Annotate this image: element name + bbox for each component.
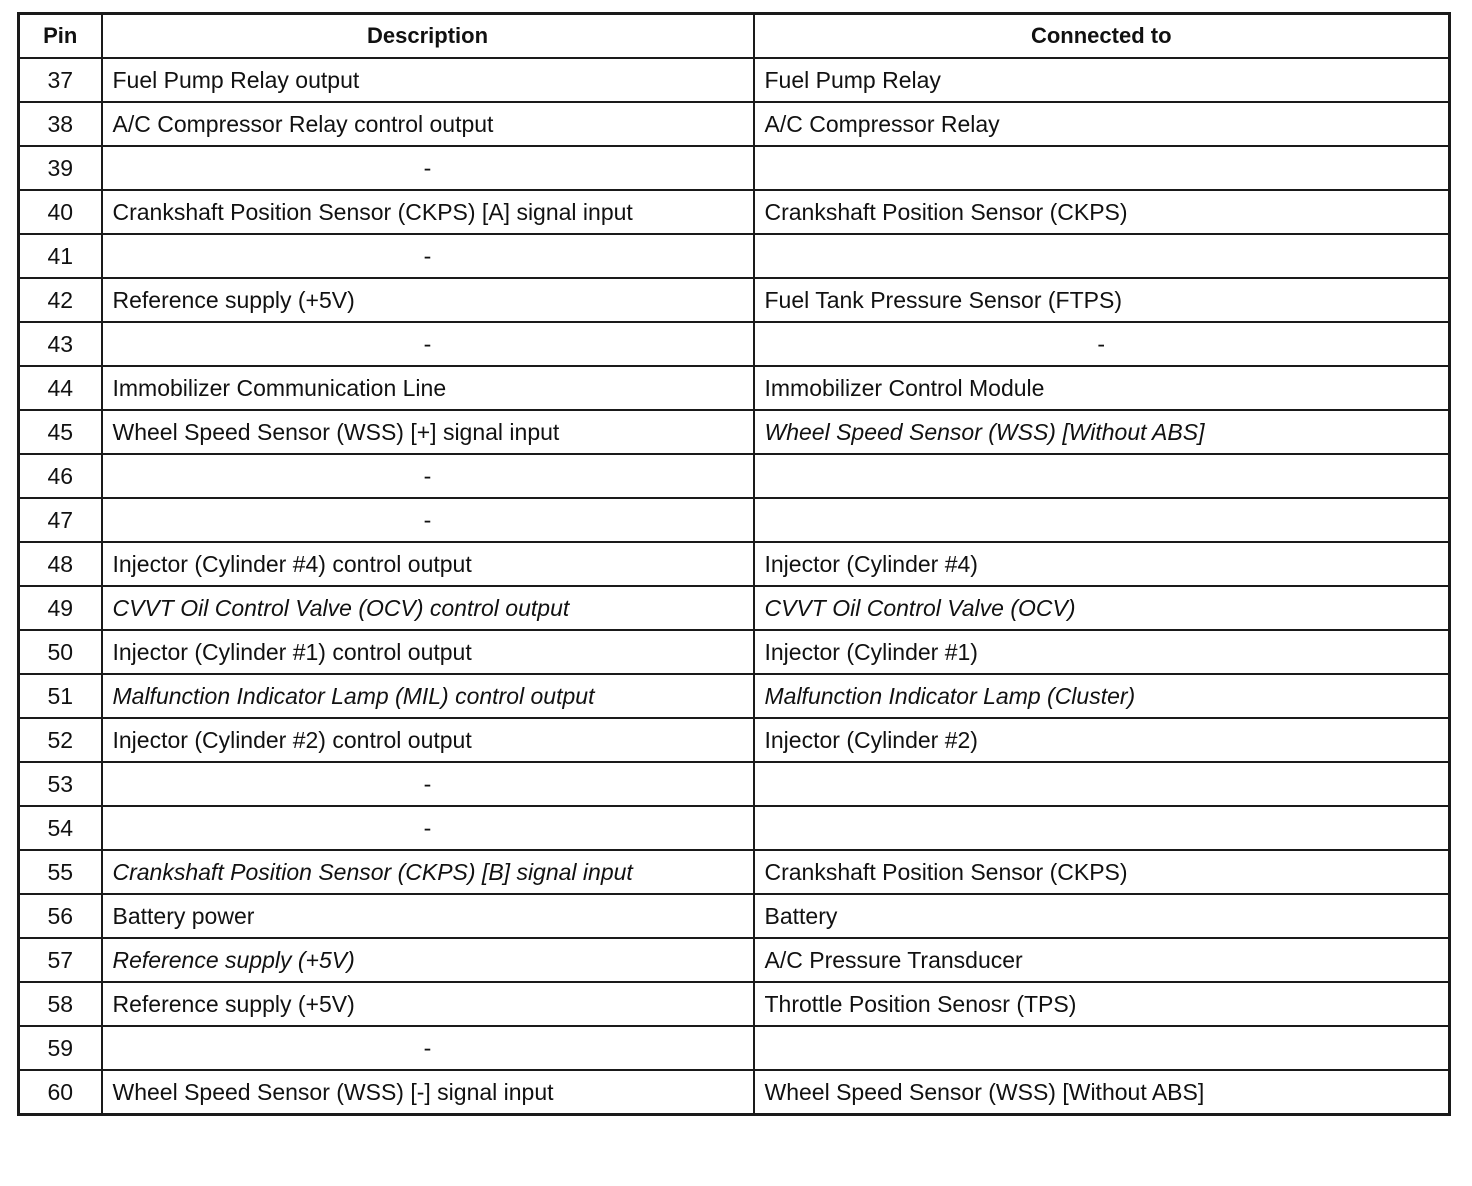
- pin-cell: 58: [19, 982, 102, 1026]
- description-cell: CVVT Oil Control Valve (OCV) control output: [102, 586, 754, 630]
- pin-cell: 53: [19, 762, 102, 806]
- connected-to-cell: Wheel Speed Sensor (WSS) [Without ABS]: [754, 410, 1450, 454]
- description-cell: -: [102, 322, 754, 366]
- description-cell: -: [102, 454, 754, 498]
- pin-cell: 49: [19, 586, 102, 630]
- table-row: [19, 58, 1450, 102]
- table-row: [19, 718, 1450, 762]
- connected-to-cell: [754, 454, 1450, 498]
- pin-cell: 48: [19, 542, 102, 586]
- header-description: Description: [102, 14, 754, 59]
- table-row: [19, 630, 1450, 674]
- description-cell: -: [102, 498, 754, 542]
- pin-cell: 41: [19, 234, 102, 278]
- description-cell: Fuel Pump Relay output: [102, 58, 754, 102]
- description-cell: Crankshaft Position Sensor (CKPS) [A] signal input: [102, 190, 754, 234]
- header-pin: Pin: [19, 14, 102, 59]
- table-row: [19, 234, 1450, 278]
- table-row: [19, 1070, 1450, 1115]
- connected-to-cell: Wheel Speed Sensor (WSS) [Without ABS]: [754, 1070, 1450, 1115]
- pin-cell: 57: [19, 938, 102, 982]
- table-row: [19, 278, 1450, 322]
- table-row: [19, 322, 1450, 366]
- header-row: [19, 14, 1450, 59]
- table-row: [19, 586, 1450, 630]
- table-row: [19, 674, 1450, 718]
- connected-to-cell: A/C Compressor Relay: [754, 102, 1450, 146]
- connected-to-cell: Battery: [754, 894, 1450, 938]
- description-cell: Injector (Cylinder #2) control output: [102, 718, 754, 762]
- description-cell: Wheel Speed Sensor (WSS) [+] signal input: [102, 410, 754, 454]
- pin-cell: 45: [19, 410, 102, 454]
- description-cell: A/C Compressor Relay control output: [102, 102, 754, 146]
- connected-to-cell: Malfunction Indicator Lamp (Cluster): [754, 674, 1450, 718]
- table-row: [19, 410, 1450, 454]
- table-row: [19, 894, 1450, 938]
- pin-cell: 50: [19, 630, 102, 674]
- table-row: [19, 1026, 1450, 1070]
- pin-cell: 44: [19, 366, 102, 410]
- table-row: [19, 146, 1450, 190]
- table-row: [19, 190, 1450, 234]
- pin-cell: 42: [19, 278, 102, 322]
- table-row: [19, 542, 1450, 586]
- connected-to-cell: [754, 498, 1450, 542]
- description-cell: Reference supply (+5V): [102, 278, 754, 322]
- table-row: [19, 762, 1450, 806]
- connected-to-cell: -: [754, 322, 1450, 366]
- connected-to-cell: A/C Pressure Transducer: [754, 938, 1450, 982]
- description-cell: Wheel Speed Sensor (WSS) [-] signal input: [102, 1070, 754, 1115]
- connected-to-cell: [754, 762, 1450, 806]
- description-cell: Malfunction Indicator Lamp (MIL) control output: [102, 674, 754, 718]
- description-cell: Crankshaft Position Sensor (CKPS) [B] signal input: [102, 850, 754, 894]
- connected-to-cell: Injector (Cylinder #2): [754, 718, 1450, 762]
- pin-cell: 39: [19, 146, 102, 190]
- pin-cell: 56: [19, 894, 102, 938]
- description-cell: -: [102, 762, 754, 806]
- connected-to-cell: Crankshaft Position Sensor (CKPS): [754, 850, 1450, 894]
- pin-cell: 59: [19, 1026, 102, 1070]
- connected-to-cell: Immobilizer Control Module: [754, 366, 1450, 410]
- pin-cell: 40: [19, 190, 102, 234]
- table-row: [19, 366, 1450, 410]
- description-cell: Reference supply (+5V): [102, 982, 754, 1026]
- pin-cell: 51: [19, 674, 102, 718]
- pin-cell: 52: [19, 718, 102, 762]
- connected-to-cell: Crankshaft Position Sensor (CKPS): [754, 190, 1450, 234]
- description-cell: -: [102, 1026, 754, 1070]
- connected-to-cell: [754, 146, 1450, 190]
- connected-to-cell: Injector (Cylinder #4): [754, 542, 1450, 586]
- pin-cell: 43: [19, 322, 102, 366]
- connected-to-cell: Fuel Tank Pressure Sensor (FTPS): [754, 278, 1450, 322]
- connected-to-cell: Fuel Pump Relay: [754, 58, 1450, 102]
- pin-table: [17, 12, 1451, 1116]
- table-row: [19, 102, 1450, 146]
- description-cell: Reference supply (+5V): [102, 938, 754, 982]
- connected-to-cell: Injector (Cylinder #1): [754, 630, 1450, 674]
- table-row: [19, 498, 1450, 542]
- pin-cell: 46: [19, 454, 102, 498]
- connected-to-cell: Throttle Position Senosr (TPS): [754, 982, 1450, 1026]
- connected-to-cell: [754, 1026, 1450, 1070]
- connected-to-cell: CVVT Oil Control Valve (OCV): [754, 586, 1450, 630]
- description-cell: -: [102, 146, 754, 190]
- table-row: [19, 850, 1450, 894]
- description-cell: -: [102, 234, 754, 278]
- header-connected-to: Connected to: [754, 14, 1450, 59]
- description-cell: Battery power: [102, 894, 754, 938]
- connected-to-cell: [754, 806, 1450, 850]
- connected-to-cell: [754, 234, 1450, 278]
- table-row: [19, 454, 1450, 498]
- pin-cell: 37: [19, 58, 102, 102]
- description-cell: -: [102, 806, 754, 850]
- description-cell: Immobilizer Communication Line: [102, 366, 754, 410]
- pin-cell: 54: [19, 806, 102, 850]
- description-cell: Injector (Cylinder #4) control output: [102, 542, 754, 586]
- pin-cell: 60: [19, 1070, 102, 1115]
- pin-cell: 38: [19, 102, 102, 146]
- table-row: [19, 938, 1450, 982]
- pin-cell: 47: [19, 498, 102, 542]
- table-row: [19, 806, 1450, 850]
- description-cell: Injector (Cylinder #1) control output: [102, 630, 754, 674]
- table-row: [19, 982, 1450, 1026]
- pin-cell: 55: [19, 850, 102, 894]
